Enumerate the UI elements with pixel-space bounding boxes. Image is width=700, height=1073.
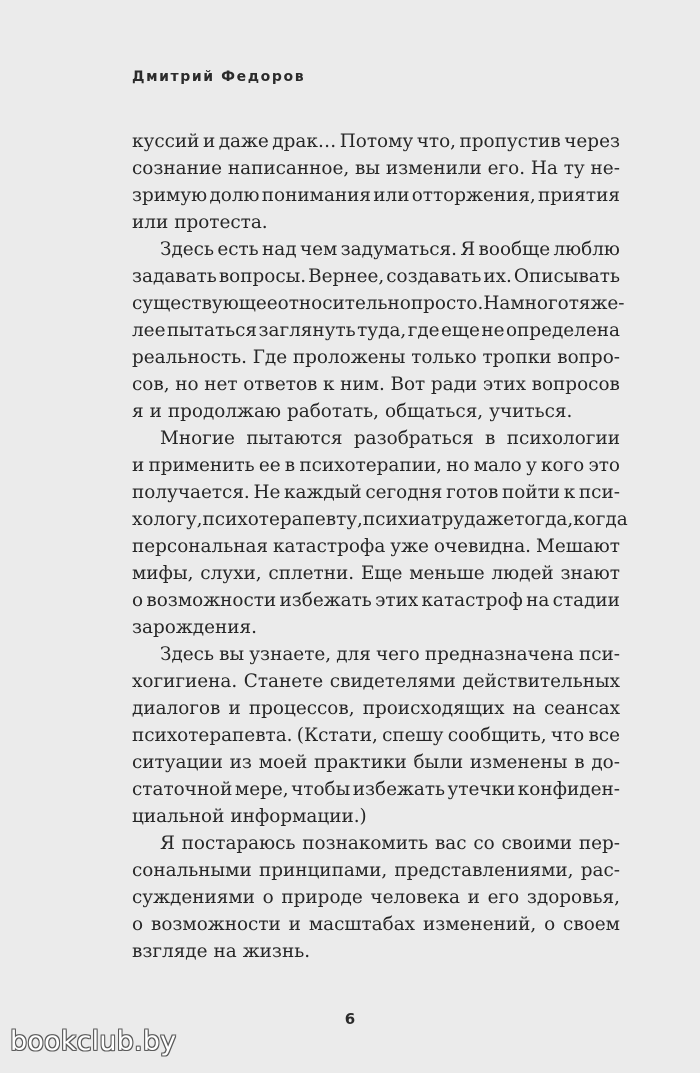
watermark-logo: bookclub.by xyxy=(10,1026,177,1057)
text-line: Многие пытаются разобраться в психологии xyxy=(160,428,620,449)
text-line: хогигиена. Станете свидетелями действительных xyxy=(132,671,620,692)
text-line: куссий и даже драк… Потому что, пропустив через xyxy=(132,131,620,152)
text-line: о возможности избежать этих катастроф на стадии xyxy=(132,590,620,611)
text-line: персональная катастрофа уже очевидна. Мешают xyxy=(132,536,620,557)
text-line: лее пытаться заглянуть туда, где еще не определена xyxy=(132,320,620,341)
text-line: циальной информации.) xyxy=(132,806,367,827)
running-header-author: Дмитрий Федоров xyxy=(132,69,306,85)
text-line: мифы, слухи, сплетни. Еще меньше людей знают xyxy=(132,563,620,584)
text-line: сов, но нет ответов к ним. Вот ради этих вопросов xyxy=(132,374,620,395)
text-line: о возможности и масштабах изменений, о своем xyxy=(132,914,620,935)
text-line: взгляде на жизнь. xyxy=(132,941,311,962)
text-line: Я постараюсь познакомить вас со своими пер- xyxy=(160,833,620,854)
text-line: или протеста. xyxy=(132,212,268,233)
page-number: 6 xyxy=(344,1010,356,1028)
text-line: Здесь вы узнаете, для чего предназначена пси- xyxy=(160,644,620,665)
text-line: ситуации из моей практики были изменены в до- xyxy=(132,752,620,773)
text-line: хологу, психотерапевту, психиатру даже тогда, когда xyxy=(132,509,628,530)
text-line: психотерапевта. (Кстати, спешу сообщить, что все xyxy=(132,725,620,746)
text-line: задавать вопросы. Вернее, создавать их. Описывать xyxy=(132,266,620,287)
text-line: статочной мере, чтобы избежать утечки конфиден- xyxy=(132,779,620,800)
text-line: зарождения. xyxy=(132,617,257,638)
text-line: диалогов и процессов, происходящих на сеансах xyxy=(132,698,620,719)
text-line: зримую долю понимания или отторжения, приятия xyxy=(132,185,620,206)
text-line: получается. Не каждый сегодня готов пойти к пси- xyxy=(132,482,620,503)
text-line: сознание написанное, вы изменили его. На ту не- xyxy=(132,158,620,179)
text-line: Здесь есть над чем задуматься. Я вообще люблю xyxy=(160,239,620,260)
text-line: и применить ее в психотерапии, но мало у кого это xyxy=(132,455,620,476)
text-line: существующее относительно просто. Намного тяже- xyxy=(132,293,625,314)
text-line: сональными принципами, представлениями, рас- xyxy=(132,860,620,881)
text-line: я и продолжаю работать, общаться, учиться. xyxy=(132,401,573,422)
body-text xyxy=(132,128,628,965)
text-line: суждениями о природе человека и его здоровья, xyxy=(132,887,620,908)
text-line: реальность. Где проложены только тропки вопро- xyxy=(132,347,620,368)
